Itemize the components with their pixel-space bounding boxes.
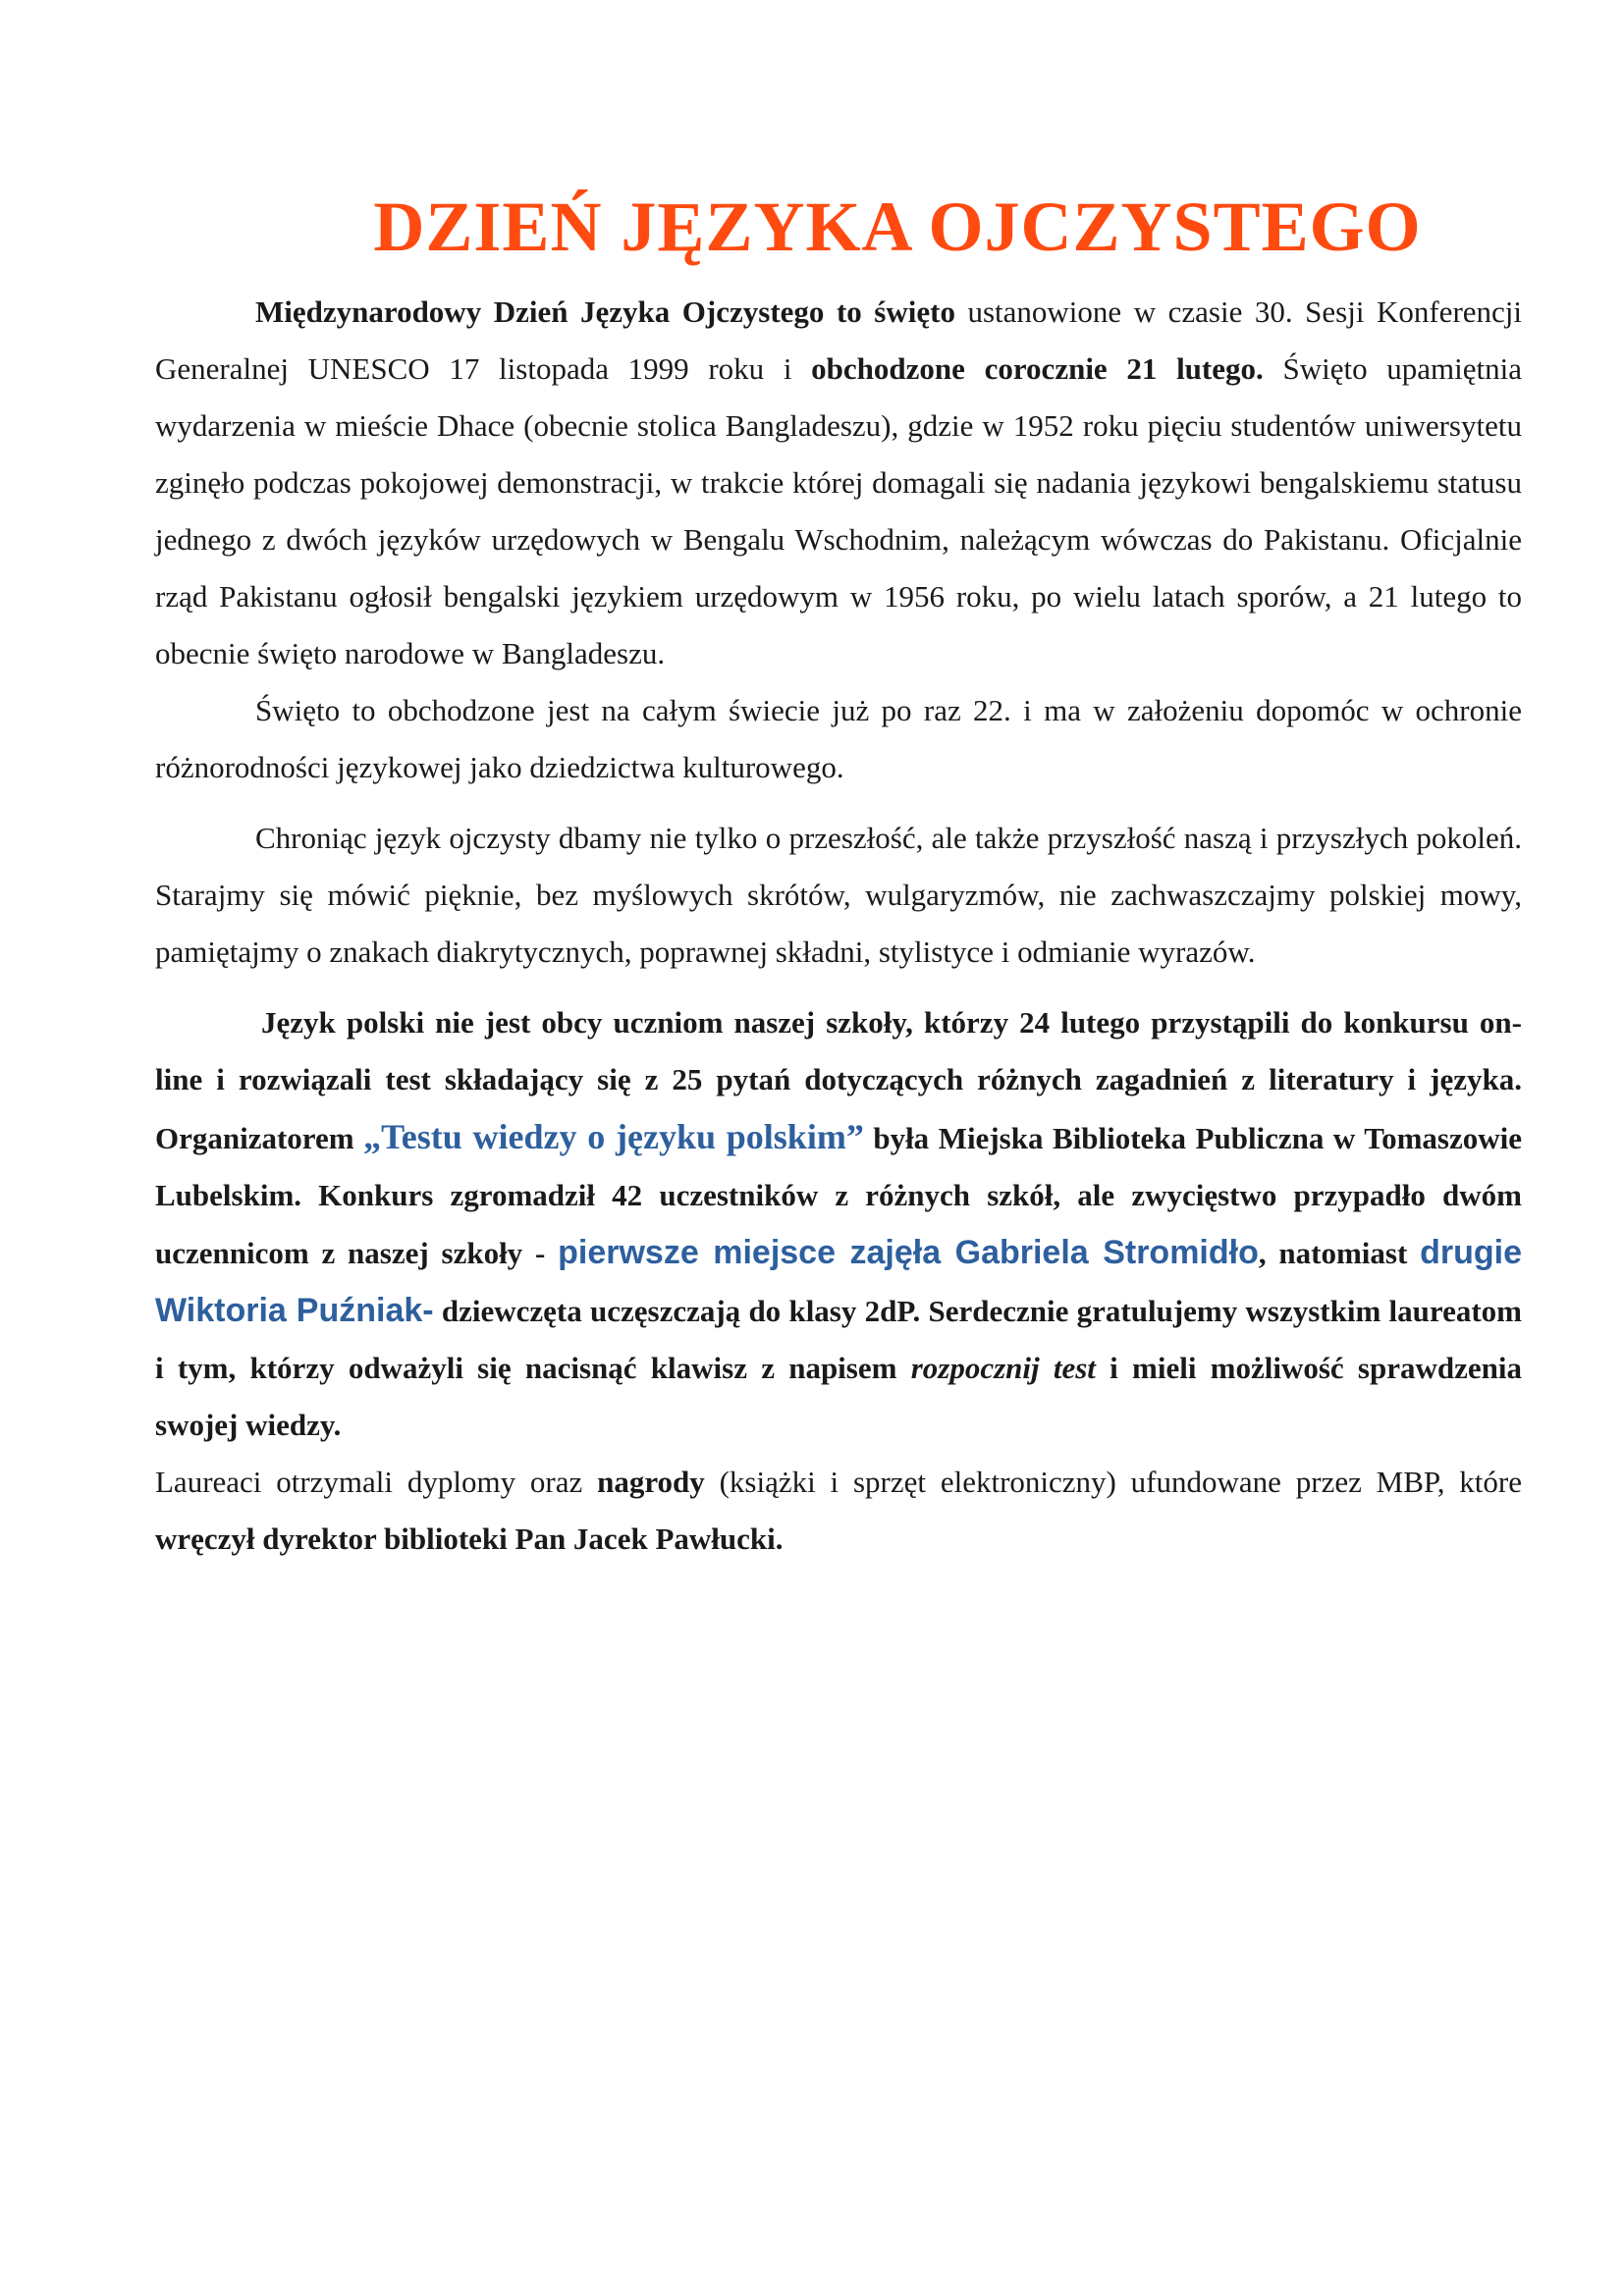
paragraph-intro — [155, 284, 1522, 682]
paragraph-contest — [155, 994, 1522, 1454]
contest-test-name: „Testu wiedzy o języku polskim” — [363, 1116, 864, 1156]
awards-text-1: Laureaci otrzymali dyplomy oraz — [155, 1464, 598, 1499]
awards-bold-director: wręczył dyrektor biblioteki Pan Jacek Pawłucki. — [155, 1521, 784, 1556]
page-title: DZIEŃ JĘZYKA OJCZYSTEGO — [373, 187, 1422, 266]
intro-bold-lead: Międzynarodowy Dzień Języka Ojczystego to święto — [255, 294, 955, 329]
awards-bold-prizes: nagrody — [597, 1464, 705, 1499]
intro-text-1: ustanowione w czasie 30. Sesji Konferencji Generalnej UNESCO 17 listopada 1999 roku i — [155, 294, 1523, 386]
paragraph-awards — [155, 1454, 1522, 1568]
paragraph-language-care: Chroniąc język ojczysty dbamy nie tylko o przeszłość, ale także przyszłość naszą i przyszłych pokoleń. Starajmy się mówić pięknie, bez myślowych skrótów, wulgaryzmów, nie zachwaszczajmy polskiej mowy, pamiętajmy o znakach diakrytycznych, poprawnej składni, stylistyce i odmianie wyrazów. — [155, 820, 1522, 969]
contest-text-1: Język polski nie jest obcy uczniom naszej szkoły, którzy 24 lutego przystąpili do konkursu on-line i rozwiązali test składający się z 25 pytań dotyczących różnych zagadnień z literatury i języka. Organizatorem — [155, 1004, 1522, 1155]
intro-text-2: Święto upamiętnia wydarzenia w mieście Dhace (obecnie stolica Bangladeszu), gdzie w 1952 roku pięciu studentów uniwersytetu zginęło podczas pokojowej demonstracji, w trakcie której domagali się nadania językowi bengalskiemu statusu jednego z dwóch języków urzędowych w Bengalu Wschodnim, należącym wówczas do Pakistanu. Oficjalnie rząd Pakistanu ogłosił bengalski językiem urzędowym w 1956 roku, po wielu latach sporów, a 21 lutego to obecnie święto narodowe w Bangladeszu. — [155, 350, 1522, 670]
document-page — [155, 187, 1522, 1568]
contest-text-4: dziewczęta uczęszczają do klasy 2dP. Serdecznie gratulujemy wszystkim laureatom i tym, którzy odważyli się nacisnąć klawisz z napisem — [155, 1293, 1522, 1385]
intro-bold-date: obchodzone corocznie 21 lutego. — [811, 350, 1264, 386]
paragraph-celebration: Święto to obchodzone jest na całym świecie już po raz 22. i ma w założeniu dopomóc w ochronie różnorodności językowej jako dziedzictwa kulturowego. — [155, 692, 1522, 784]
contest-italic-button-label: rozpocznij test — [910, 1350, 1096, 1385]
contest-first-place: pierwsze miejsce zajęła Gabriela Stromidło — [558, 1233, 1259, 1271]
contest-text-2: była Miejska Biblioteka Publiczna w Tomaszowie Lubelskim. Konkurs zgromadził 42 uczestników z różnych szkół, ale zwycięstwo przypadło dwóm uczennicom z naszej szkoły - — [155, 1120, 1522, 1270]
contest-second-place: drugie Wiktoria Puźniak- — [155, 1233, 1523, 1329]
contest-text-3: , natomiast — [1258, 1235, 1421, 1270]
contest-text-5: i mieli możliwość sprawdzenia swojej wiedzy. — [155, 1350, 1522, 1442]
awards-text-2: (książki i sprzęt elektroniczny) ufundowane przez MBP, które — [704, 1464, 1522, 1499]
